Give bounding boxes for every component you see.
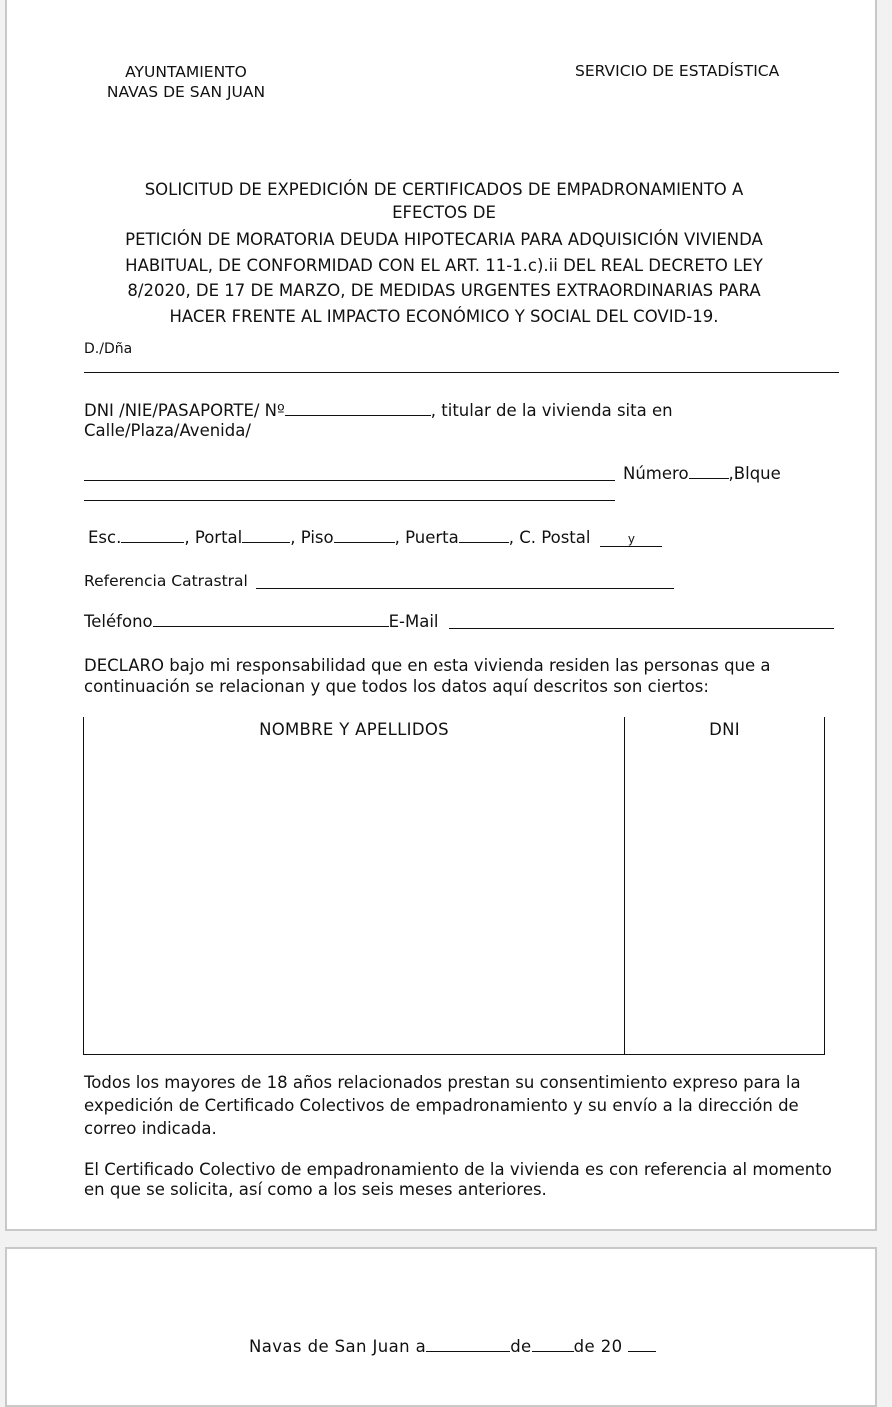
document-page-2 — [5, 1247, 877, 1407]
piso-label: , Piso — [290, 528, 334, 547]
resident-dni-cell[interactable] — [625, 757, 825, 794]
title-line: PETICIÓN DE MORATORIA DEUDA HIPOTECARIA PARA ADQUISICIÓN VIVIENDA — [125, 230, 763, 249]
numero-label: Número — [623, 464, 689, 483]
portal-field[interactable] — [242, 529, 290, 543]
resident-dni-cell[interactable] — [625, 1016, 825, 1055]
table-row — [84, 794, 825, 831]
email-label: E-Mail — [388, 612, 439, 631]
dni-field[interactable] — [285, 402, 431, 416]
esc-field[interactable] — [121, 529, 184, 543]
dni-row — [84, 401, 673, 420]
day-field[interactable] — [426, 1338, 510, 1352]
note-line: El Certificado Colectivo de empadronamiento de la vivienda es con referencia al momento — [84, 1160, 832, 1179]
consent-paragraph — [84, 1071, 801, 1140]
org-name-line2: NAVAS DE SAN JUAN — [106, 83, 266, 101]
table-row — [84, 868, 825, 905]
column-header-dni: DNI — [625, 717, 825, 757]
title-line: 8/2020, DE 17 DE MARZO, DE MEDIDAS URGENTES EXTRAORDINARIAS PARA — [127, 281, 761, 300]
telefono-label: Teléfono — [84, 612, 153, 631]
org-name-line1: AYUNTAMIENTO — [125, 63, 247, 81]
year-field[interactable] — [628, 1338, 656, 1352]
table-row — [84, 757, 825, 794]
street-field[interactable] — [84, 480, 615, 481]
de-label-1: de — [510, 1337, 532, 1356]
dni-suffix: , titular de la vivienda sita en — [430, 401, 673, 420]
table-header-row — [84, 717, 825, 757]
piso-field[interactable] — [334, 529, 395, 543]
numero-field[interactable] — [689, 465, 729, 479]
numero-row — [623, 464, 781, 483]
declaration-line: DECLARO bajo mi responsabilidad que en esta vivienda residen las personas que a — [84, 656, 771, 675]
resident-dni-cell[interactable] — [625, 942, 825, 979]
consent-line: Todos los mayores de 18 años relacionados prestan su consentimiento expreso para la — [84, 1073, 801, 1092]
resident-dni-cell[interactable] — [625, 794, 825, 831]
document-page-1 — [5, 0, 877, 1231]
street-field-line2[interactable] — [84, 500, 615, 501]
resident-name-cell[interactable] — [84, 831, 625, 868]
name-field[interactable] — [84, 372, 839, 373]
column-header-name: NOMBRE Y APELLIDOS — [84, 717, 625, 757]
signature-date-line — [249, 1337, 656, 1356]
title-line: EFECTOS DE — [392, 203, 496, 222]
resident-name-cell[interactable] — [84, 757, 625, 794]
note-paragraph — [84, 1160, 832, 1200]
cp-field[interactable]: y — [600, 532, 662, 547]
resident-name-cell[interactable] — [84, 1016, 625, 1055]
resident-dni-cell[interactable] — [625, 905, 825, 942]
title-line: HACER FRENTE AL IMPACTO ECONÓMICO Y SOCIAL DEL COVID-19. — [169, 306, 719, 326]
place-label: Navas de San Juan a — [249, 1337, 427, 1356]
contact-row — [84, 612, 439, 631]
catastral-label: Referencia Catrastral — [84, 572, 248, 590]
bloque-label: ,Blque — [728, 464, 781, 483]
resident-dni-cell[interactable] — [625, 979, 825, 1016]
resident-name-cell[interactable] — [84, 905, 625, 942]
note-line: en que se solicita, así como a los seis meses anteriores. — [84, 1180, 547, 1199]
service-name: SERVICIO DE ESTADÍSTICA — [575, 62, 780, 80]
table-row — [84, 1016, 825, 1055]
portal-label: , Portal — [184, 528, 243, 547]
resident-name-cell[interactable] — [84, 979, 625, 1016]
resident-name-cell[interactable] — [84, 942, 625, 979]
table-row — [84, 905, 825, 942]
street-label: Calle/Plaza/Avenida/ — [84, 421, 251, 440]
title-line: SOLICITUD DE EXPEDICIÓN DE CERTIFICADOS DE EMPADRONAMIENTO A — [144, 180, 744, 199]
resident-dni-cell[interactable] — [625, 868, 825, 905]
resident-name-cell[interactable] — [84, 794, 625, 831]
declaration-line: continuación se relacionan y que todos los datos aquí descritos son ciertos: — [84, 677, 709, 696]
resident-dni-cell[interactable] — [625, 831, 825, 868]
name-label: D./Dña — [84, 341, 133, 357]
table-row — [84, 831, 825, 868]
puerta-label: , Puerta — [394, 528, 459, 547]
address-details-row — [88, 528, 662, 547]
esc-label: Esc. — [88, 528, 122, 547]
declaration — [84, 655, 771, 697]
consent-line: expedición de Certificado Colectivos de empadronamiento y su envío a la dirección de — [84, 1096, 799, 1115]
resident-name-cell[interactable] — [84, 868, 625, 905]
residents-table — [83, 717, 825, 1055]
month-field[interactable] — [532, 1338, 574, 1352]
puerta-field[interactable] — [459, 529, 509, 543]
email-field[interactable] — [449, 628, 834, 629]
table-row — [84, 942, 825, 979]
table-row — [84, 979, 825, 1016]
de-label-2: de 20 — [573, 1337, 623, 1356]
cp-label: , C. Postal — [508, 528, 591, 547]
telefono-field[interactable] — [153, 613, 389, 627]
document-title — [47, 178, 841, 329]
consent-line: correo indicada. — [84, 1119, 217, 1138]
dni-label: DNI /NIE/PASAPORTE/ Nº — [84, 401, 285, 420]
catastral-field[interactable] — [256, 588, 674, 589]
title-line: HABITUAL, DE CONFORMIDAD CON EL ART. 11-1.c).ii DEL REAL DECRETO LEY — [125, 255, 763, 275]
